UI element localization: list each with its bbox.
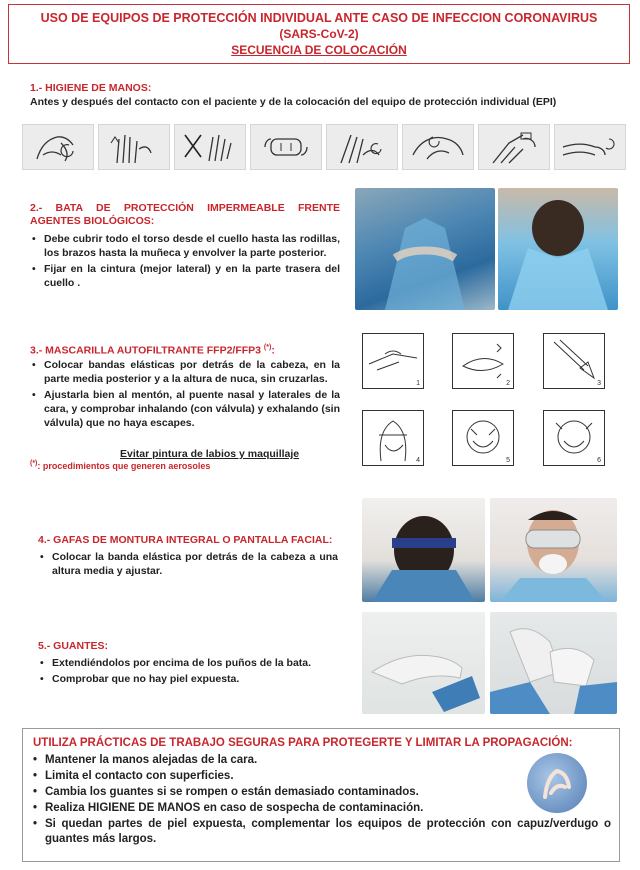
list-item: • Fijar en la cintura (mejor lateral) y en la parte trasera del cuello . [30,262,340,290]
section5-list [38,656,338,688]
section4-title: 4.- GAFAS DE MONTURA INTEGRAL O PANTALLA FACIAL: [38,534,333,546]
handwash-step-2-icon [98,124,170,170]
mask-step-2-diagram [452,333,514,389]
gown-photo-back [498,188,618,310]
diagram-number: 4 [416,457,420,464]
list-item: • Ajustarla bien al mentón, al puente nasal y laterales de la cara, y comprobar inhalando (con válvula) y exhalando (sin válvula) que no haya escapes. [30,388,340,430]
handwash-step-3-icon [174,124,246,170]
section1-title: 1.- HIGIENE DE MANOS: [30,82,152,94]
section3-title-footnote-mark: (*) [263,344,272,351]
mask-step-6-diagram [543,410,605,466]
section5-title: 5.- GUANTES: [38,640,109,652]
handwash-step-1-icon [22,124,94,170]
mask-step-3-diagram [543,333,605,389]
diagram-number: 6 [597,457,601,464]
list-item: • Mantener la manos alejadas de la cara. [31,753,507,768]
section2-title: 2.- BATA DE PROTECCIÓN IMPERMEABLE FRENTE AGENTES BIOLÓGICOS: [30,202,340,227]
section1-text: Antes y después del contacto con el paciente y de la colocación del equipo de protección individual (EPI) [30,96,557,108]
section3-title-colon: : [271,344,275,357]
document-subtitle: (SARS-CoV-2) [279,27,359,41]
safe-practices-box [22,728,620,862]
sequence-heading: SECUENCIA DE COLOCACIÓN [231,43,407,57]
handwash-badge-icon [527,753,587,813]
diagram-number: 3 [597,380,601,387]
document-title: USO DE EQUIPOS DE PROTECCIÓN INDIVIDUAL ANTE CASO DE INFECCION CORONAVIRUS [40,11,598,25]
handwash-step-5-icon [326,124,398,170]
handwash-step-8-icon [554,124,626,170]
list-item: • Colocar bandas elásticas por detrás de la cabeza, en la parte media posterior y a la altura de nuca, sin cruzarlas. [30,358,340,386]
mask-step-5-diagram [452,410,514,466]
list-item: • Cambia los guantes si se rompen o están demasiado contaminados. [31,785,507,800]
diagram-number: 2 [506,380,510,387]
diagram-number: 5 [506,457,510,464]
footnote [30,460,210,471]
goggles-photo-front [490,498,617,602]
footnote-text: : procedimientos que generen aerosoles [37,461,211,471]
handwash-step-6-icon [402,124,474,170]
safe-practices-list [31,753,507,816]
section2-list [30,232,340,292]
list-item: • Realiza HIGIENE DE MANOS en caso de sospecha de contaminación. [31,801,507,816]
list-item: • Comprobar que no hay piel expuesta. [38,672,338,686]
gloves-photo-1 [362,612,485,714]
mask-step-1-diagram [362,333,424,389]
diagram-number: 1 [416,380,420,387]
safe-practices-title: UTILIZA PRÁCTICAS DE TRABAJO SEGURAS PARA PROTEGERTE Y LIMITAR LA PROPAGACIÓN: [33,737,573,749]
list-item: • Si quedan partes de piel expuesta, complementar los equipos de protección con capuz/verdugo o guantes más largos. [31,817,611,847]
handwash-step-7-icon [478,124,550,170]
mask-step-4-diagram [362,410,424,466]
section3-title-text: 3.- MASCARILLA AUTOFILTRANTE FFP2/FFP3 [30,344,261,357]
list-item: • Limita el contacto con superficies. [31,769,507,784]
section4-list [38,550,338,580]
list-item: • Colocar la banda elástica por detrás de la cabeza a una altura media y ajustar. [38,550,338,578]
safe-practices-list-cont [31,817,611,847]
gown-photo-front [355,188,495,310]
handwash-step-4-icon [250,124,322,170]
gloves-photo-2 [490,612,617,714]
list-item: • Debe cubrir todo el torso desde el cuello hasta las rodillas, los brazos hasta la muñeca y envolver la parte posterior. [30,232,340,260]
goggles-photo-back [362,498,485,602]
section3-title [30,344,275,357]
section3-list [30,358,340,432]
title-banner [8,4,630,64]
list-item: • Extendiéndolos por encima de los puños de la bata. [38,656,338,670]
makeup-warning: Evitar pintura de labios y maquillaje [120,448,300,460]
footnote-mark: (*) [30,460,38,467]
